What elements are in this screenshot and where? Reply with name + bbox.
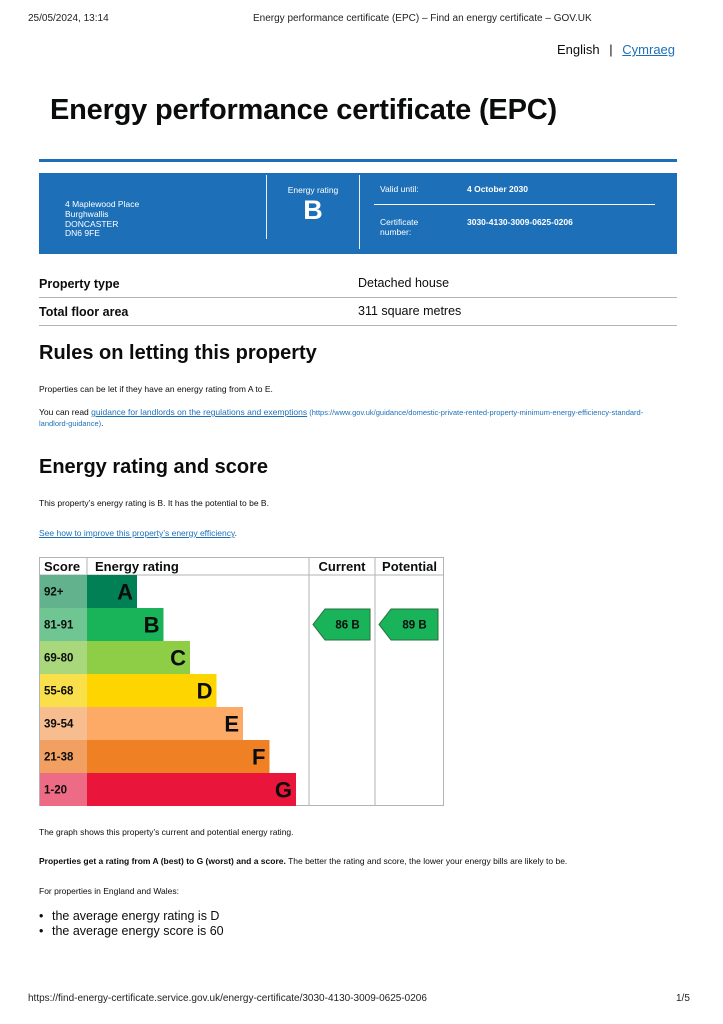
energy-rating-value: B [303, 195, 323, 225]
energy-rating-label: Energy rating [287, 185, 339, 195]
property-type-label: Property type [39, 277, 120, 291]
rating-explanation-bold: Properties get a rating from A (best) to G (worst) and a score. [39, 856, 286, 866]
valid-until-value: 4 October 2030 [467, 184, 528, 194]
address-line: 4 Maplewood Place [65, 199, 140, 209]
band-score-label: 81-91 [44, 619, 74, 632]
band-letter: D [196, 678, 213, 704]
guidance-link[interactable]: guidance for landlords on the regulations and exemptions [91, 407, 308, 417]
band-score-label: 55-68 [44, 685, 74, 698]
title-divider [39, 159, 677, 162]
chart-header-rating: Energy rating [95, 559, 179, 574]
language-welsh-link[interactable]: Cymraeg [622, 42, 676, 57]
improve-para [39, 528, 237, 538]
address-line: Burghwallis [65, 208, 109, 219]
improve-link[interactable]: See how to improve this property’s energy efficiency [39, 528, 235, 538]
band-score-label: 39-54 [44, 718, 74, 731]
language-separator: | [609, 42, 613, 57]
print-page-number: 1/5 [676, 993, 690, 1004]
list-item: • the average energy score is 60 [52, 924, 224, 939]
valid-until-label: Valid until: [380, 184, 419, 194]
guidance-suffix: . [101, 418, 104, 428]
certificate-number-value: 3030-4130-3009-0625-0206 [467, 217, 573, 227]
energy-rating-chart [39, 557, 444, 806]
band-letter: F [252, 744, 266, 770]
band-score-label: 92+ [44, 586, 64, 599]
average-list [52, 909, 224, 939]
chart-header-current: Current [318, 559, 366, 574]
guidance-prefix: You can read [39, 407, 92, 417]
summary-row-divider [374, 204, 655, 205]
print-url: https://find-energy-certificate.service.gov.uk/energy-certificate/3030-4130-3009-0625-0206 [28, 993, 427, 1004]
epc-summary-box [39, 173, 677, 254]
print-page-title: Energy performance certificate (EPC) – Find an energy certificate – GOV.UK [253, 13, 592, 24]
potential-rating-label: 89 B [402, 619, 427, 632]
property-type-row [39, 269, 677, 298]
letting-heading: Rules on letting this property [39, 342, 317, 364]
floor-area-row [39, 297, 677, 326]
print-datetime: 25/05/2024, 13:14 [28, 13, 109, 24]
improve-suffix: . [234, 528, 237, 538]
certificate-number-label-line: Certificate [380, 217, 419, 227]
band-bar-e [87, 707, 243, 740]
rating-heading: Energy rating and score [39, 456, 268, 478]
chart-header-score: Score [44, 559, 81, 574]
band-letter: C [170, 645, 186, 671]
property-type-value: Detached house [358, 276, 450, 290]
guidance-url-cont[interactable]: landlord-guidance) [39, 419, 102, 428]
rating-para: This property’s energy rating is B. It has the potential to be B. [39, 498, 269, 508]
floor-area-label: Total floor area [39, 305, 129, 319]
rating-explanation-rest: The better the rating and score, the lower your energy bills are likely to be. [285, 856, 568, 866]
band-bar-f [87, 740, 270, 773]
list-item: • the average energy rating is D [52, 909, 224, 924]
band-score-label: 69-80 [44, 652, 74, 665]
guidance-url[interactable]: (https://www.gov.uk/guidance/domestic-private-rented-property-minimum-energy-efficiency-standard- [307, 408, 644, 417]
page-title: Energy performance certificate (EPC) [50, 94, 557, 126]
current-rating-label: 86 B [335, 619, 360, 632]
graph-note: The graph shows this property’s current and potential energy rating. [39, 827, 294, 837]
language-switcher [557, 42, 675, 57]
language-english: English [557, 42, 600, 57]
band-score-label: 21-38 [44, 751, 74, 764]
certificate-number-label-line: number: [380, 227, 412, 237]
letting-guidance-para [39, 407, 669, 429]
chart-header-potential: Potential [382, 559, 437, 574]
band-letter: G [274, 777, 292, 803]
summary-divider [359, 175, 360, 249]
band-letter: E [224, 711, 239, 737]
band-letter: B [143, 612, 160, 638]
band-bar-g [87, 773, 296, 806]
england-wales-note: For properties in England and Wales: [39, 886, 180, 896]
letting-para: Properties can be let if they have an energy rating from A to E. [39, 384, 273, 394]
property-address [65, 200, 139, 239]
certificate-number-label [380, 217, 418, 237]
address-line: DN6 9FE [65, 228, 100, 239]
rating-explanation [39, 856, 567, 866]
address-line: DONCASTER [65, 218, 119, 229]
band-letter: A [117, 579, 133, 605]
band-score-label: 1-20 [44, 784, 68, 797]
floor-area-value: 311 square metres [358, 304, 462, 318]
